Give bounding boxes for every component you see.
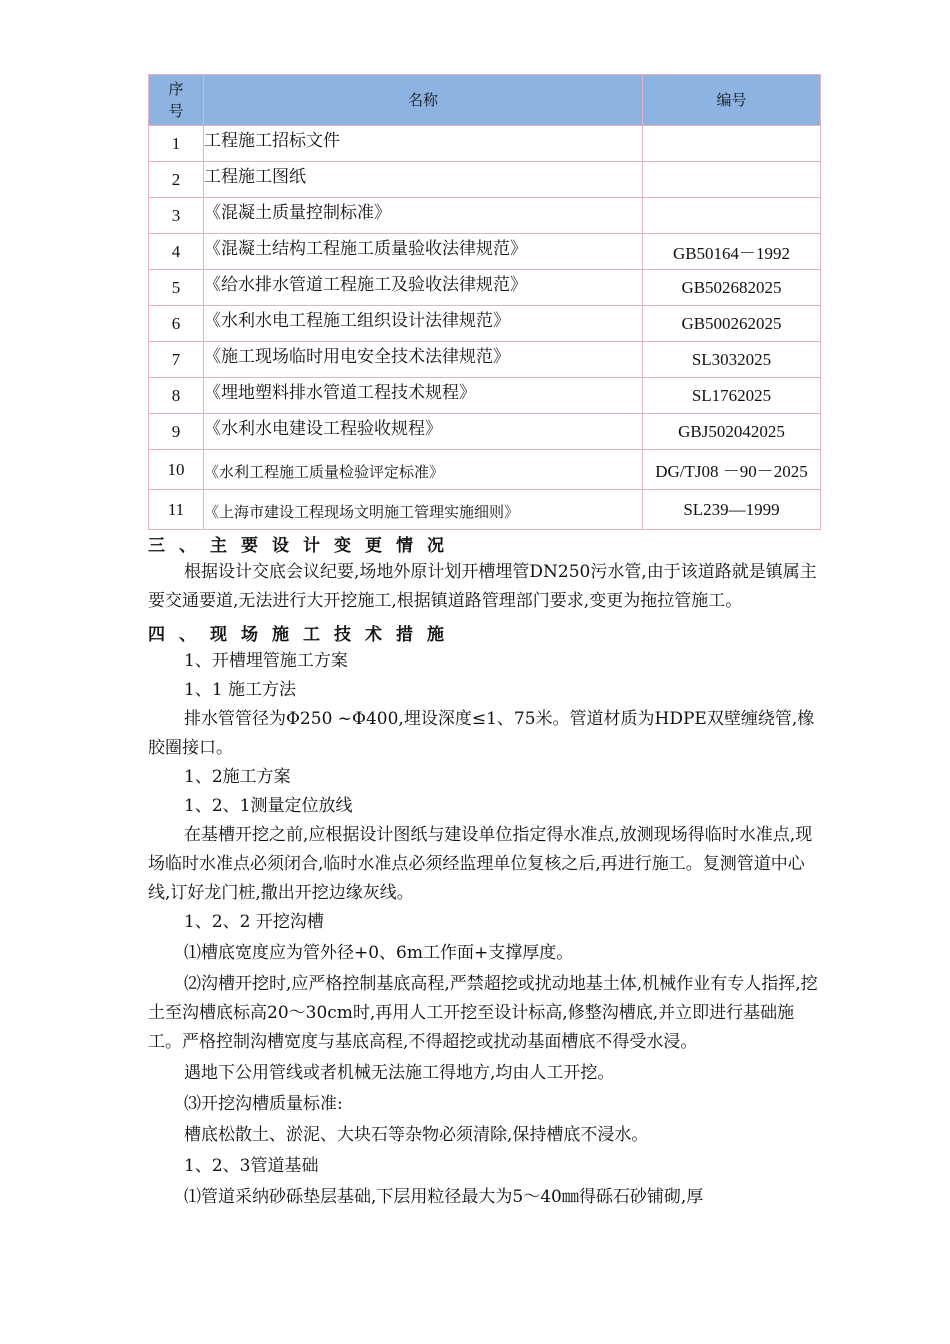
row-name: 《施工现场临时用电安全技术法律规范》: [204, 342, 643, 378]
table-row: [149, 378, 821, 414]
table-row: [149, 342, 821, 378]
section-4-title: 四、现场施工技术措施: [148, 625, 458, 645]
table-row: [149, 270, 821, 306]
paragraph: 1、2、3管道基础: [184, 1156, 319, 1176]
row-name: 《埋地塑料排水管道工程技术规程》: [204, 378, 643, 414]
table-row: [149, 162, 821, 198]
row-number: 10: [149, 450, 204, 490]
paragraph: ⑶开挖沟槽质量标准:: [184, 1094, 343, 1114]
table-row: [149, 414, 821, 450]
row-number: 9: [149, 414, 204, 450]
header-code: 编号: [643, 75, 821, 126]
table-row: [149, 450, 821, 490]
paragraph: 遇地下公用管线或者机械无法施工得地方,均由人工开挖。: [184, 1063, 615, 1083]
row-name: 《水利水电建设工程验收规程》: [204, 414, 643, 450]
table-row: [149, 490, 821, 530]
row-number: 5: [149, 270, 204, 306]
row-code: SL239—1999: [643, 490, 821, 530]
row-number: 4: [149, 234, 204, 270]
row-name: 《混凝土质量控制标准》: [204, 198, 643, 234]
row-name: 《给水排水管道工程施工及验收法律规范》: [204, 270, 643, 306]
header-name: 名称: [204, 75, 643, 126]
row-code: GB500262025: [643, 306, 821, 342]
row-number: 11: [149, 490, 204, 530]
paragraph: ⑵沟槽开挖时,应严格控制基底高程,严禁超挖或扰动地基土体,机械作业有专人指挥,挖土至沟槽底标高20～30cm时,再用人工开挖至设计标高,修整沟槽底,并立即进行基础施工。严格控制沟槽宽度与基底高程,不得超挖或扰动基面槽底不得受水浸。: [148, 974, 818, 1052]
row-name: 《上海市建设工程现场文明施工管理实施细则》: [204, 490, 643, 530]
paragraph: 1、1 施工方法: [184, 680, 297, 700]
row-name: 《混凝土结构工程施工质量验收法律规范》: [204, 234, 643, 270]
paragraph: 1、2、1测量定位放线: [184, 796, 353, 816]
row-code: GB502682025: [643, 270, 821, 306]
row-code: SL1762025: [643, 378, 821, 414]
row-code: DG/TJ08 －90－2025: [643, 450, 821, 490]
header-no: 序号: [149, 75, 204, 126]
row-code: [643, 162, 821, 198]
row-name: 《水利工程施工质量检验评定标准》: [204, 450, 643, 490]
table-row: [149, 126, 821, 162]
paragraph: ⑴管道采纳砂砾垫层基础,下层用粒径最大为5～40㎜得砾石砂铺砌,厚: [184, 1187, 704, 1207]
row-name: 《水利水电工程施工组织设计法律规范》: [204, 306, 643, 342]
section-4-body: [148, 647, 820, 1212]
row-number: 8: [149, 378, 204, 414]
paragraph: ⑴槽底宽度应为管外径+0、6m工作面+支撑厚度。: [184, 943, 574, 963]
row-number: 6: [149, 306, 204, 342]
row-code: GB50164－1992: [643, 234, 821, 270]
row-name: 工程施工图纸: [204, 162, 643, 198]
standards-table: [148, 74, 821, 530]
table-row: [149, 198, 821, 234]
paragraph: 1、2施工方案: [184, 767, 291, 787]
row-code: GBJ502042025: [643, 414, 821, 450]
document-page: [148, 74, 820, 1212]
row-code: SL3032025: [643, 342, 821, 378]
paragraph: 1、2、2 开挖沟槽: [184, 912, 324, 932]
table-row: [149, 234, 821, 270]
table-row: [149, 306, 821, 342]
paragraph: 在基槽开挖之前,应根据设计图纸与建设单位指定得水准点,放测现场得临时水准点,现场临时水准点必须闭合,临时水准点必须经监理单位复核之后,再进行施工。复测管道中心线,订好龙门桩,撒出开挖边缘灰线。: [148, 825, 813, 903]
row-number: 3: [149, 198, 204, 234]
table-header-row: [149, 75, 821, 126]
row-code: [643, 126, 821, 162]
row-number: 7: [149, 342, 204, 378]
row-code: [643, 198, 821, 234]
row-number: 2: [149, 162, 204, 198]
row-name: 工程施工招标文件: [204, 126, 643, 162]
paragraph: 排水管管径为Φ250 ~Φ400,埋设深度≤1、75米。管道材质为HDPE双壁缠绕管,橡胶圈接口。: [148, 709, 815, 758]
paragraph: 1、开槽埋管施工方案: [184, 651, 348, 671]
section-3-title: 三、主要设计变更情况: [148, 536, 458, 556]
row-number: 1: [149, 126, 204, 162]
section-3-paragraph: 根据设计交底会议纪要,场地外原计划开槽埋管DN250污水管,由于该道路就是镇属主要交通要道,无法进行大开挖施工,根据镇道路管理部门要求,变更为拖拉管施工。: [148, 562, 817, 611]
paragraph: 槽底松散土、淤泥、大块石等杂物必须清除,保持槽底不浸水。: [184, 1125, 649, 1145]
